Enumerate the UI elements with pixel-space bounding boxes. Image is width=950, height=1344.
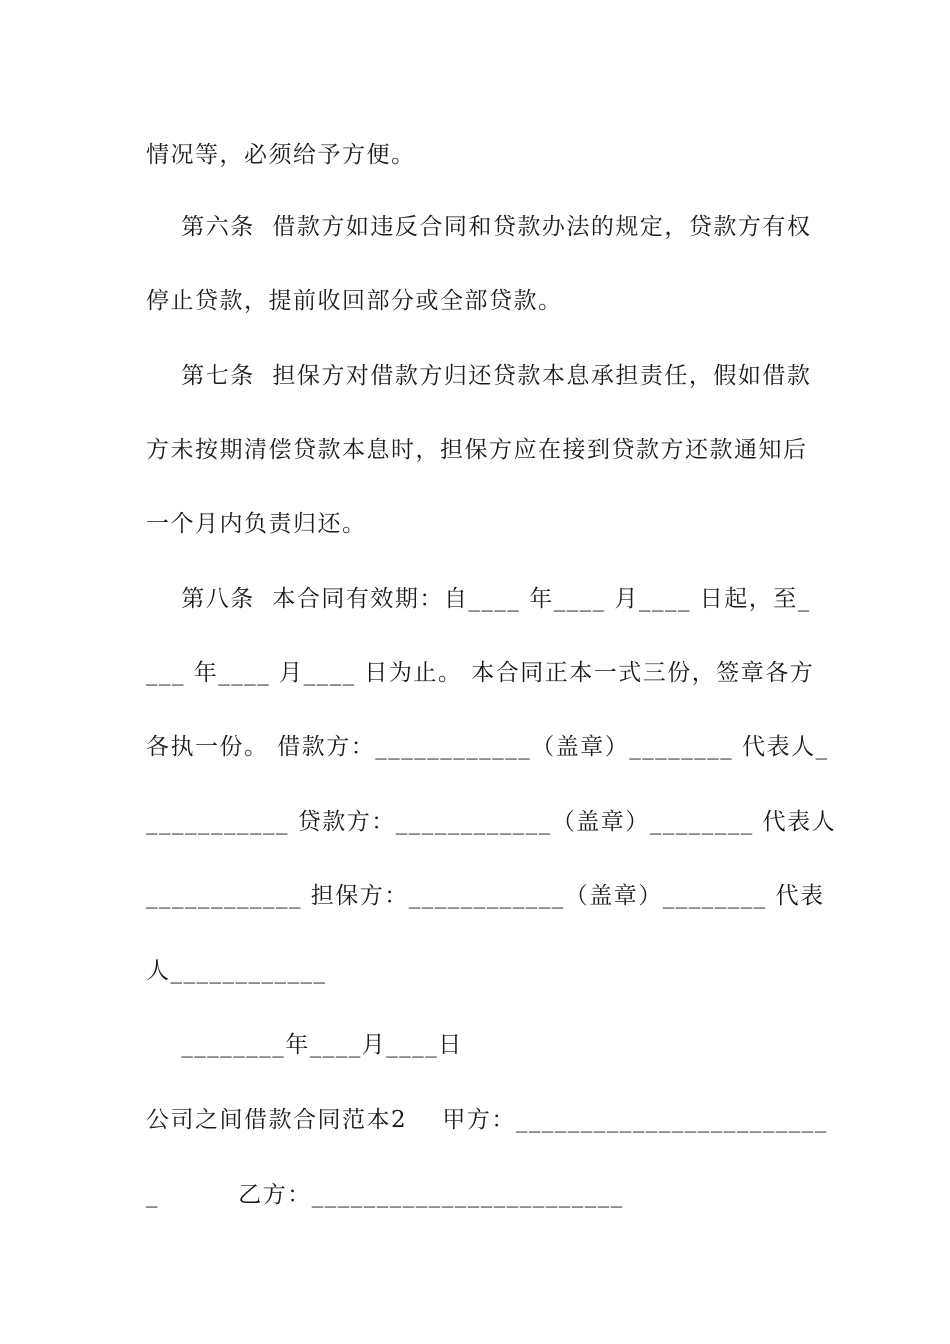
text-line: 各执一份。 借款方：____________（盖章）________ 代表人_ bbox=[146, 734, 829, 760]
text-line: 第七条 担保方对借款方归还贷款本息承担责任，假如借款 bbox=[146, 363, 812, 389]
text-line: _ 乙方：________________________ bbox=[146, 1182, 624, 1208]
text-line: 一个月内负责归还。 bbox=[146, 511, 367, 537]
text-line: ________年____月____日 bbox=[146, 1032, 463, 1058]
text-line: 第八条 本合同有效期：自____ 年____ 月____ 日起，至_ bbox=[146, 586, 811, 612]
text-line: 停止贷款，提前收回部分或全部贷款。 bbox=[146, 288, 563, 314]
text-line: ___________ 贷款方：____________（盖章）________ 代表人 bbox=[146, 809, 837, 835]
text-line: 方未按期清偿贷款本息时，担保方应在接到贷款方还款通知后 bbox=[146, 437, 808, 463]
text-line: 第六条 借款方如违反合同和贷款办法的规定，贷款方有权 bbox=[146, 214, 812, 240]
text-line: 公司之间借款合同范本2 甲方：________________________ bbox=[146, 1107, 828, 1133]
text-line: ___ 年____ 月____ 日为止。 本合同正本一式三份，签章各方 bbox=[146, 660, 815, 686]
text-line: 情况等，必须给予方便。 bbox=[146, 142, 416, 168]
text-line: 人____________ bbox=[146, 958, 327, 984]
text-line: ____________ 担保方：____________（盖章）________ 代表 bbox=[146, 883, 825, 909]
